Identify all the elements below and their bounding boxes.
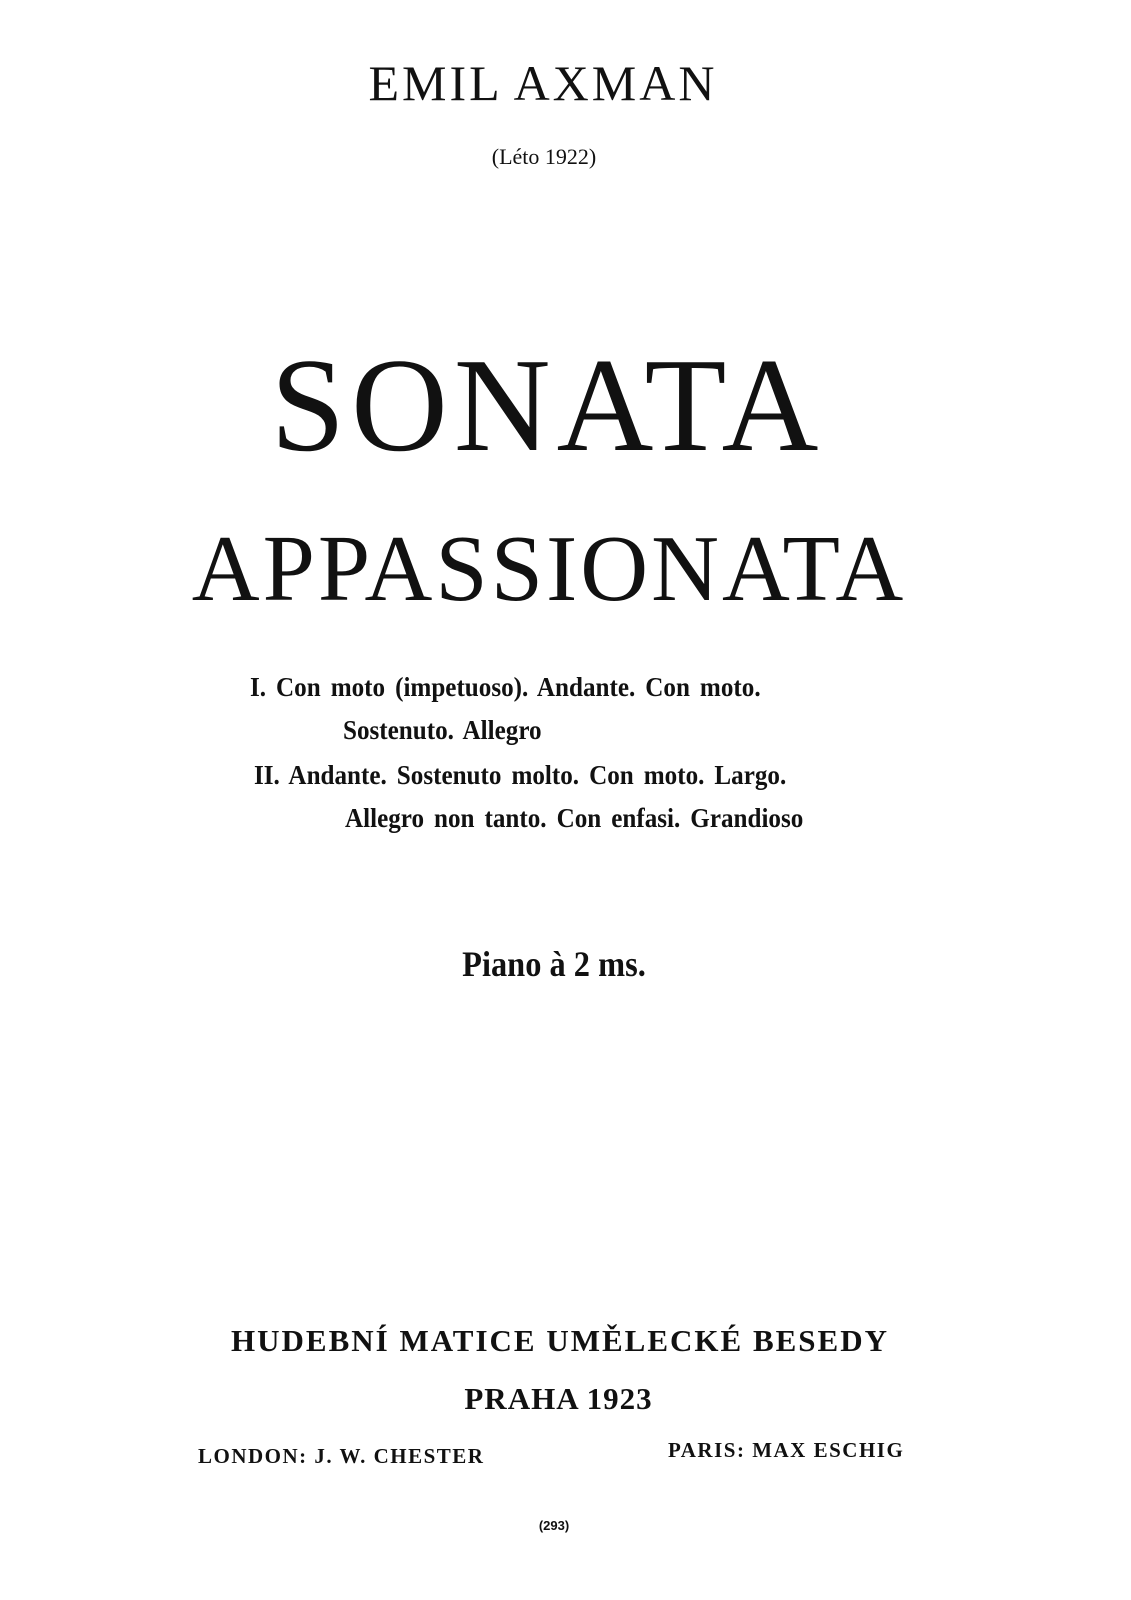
movement-1-line-1: I. Con moto (impetuoso). Andante. Con moto. [250,672,761,702]
composition-date: (Léto 1922) [491,144,597,169]
instrumentation: Piano à 2 ms. [462,944,646,984]
movement-1-line-2: Sostenuto. Allegro [343,715,542,745]
page-number: (293) [538,1518,570,1533]
london-agent: LONDON: J. W. CHESTER [198,1444,485,1468]
movement-2-line-2: Allegro non tanto. Con enfasi. Grandioso [345,803,804,833]
title-line-2: APPASSIONATA [191,517,907,621]
movement-2-line-1: II. Andante. Sostenuto molto. Con moto. Largo. [254,760,787,790]
paris-agent: PARIS: MAX ESCHIG [668,1438,905,1462]
publisher: HUDEBNÍ MATICE UMĚLECKÉ BESEDY [231,1323,889,1358]
city-year: PRAHA 1923 [464,1381,653,1416]
composer-name: EMIL AXMAN [368,55,718,111]
title-line-1: SONATA [270,331,825,479]
